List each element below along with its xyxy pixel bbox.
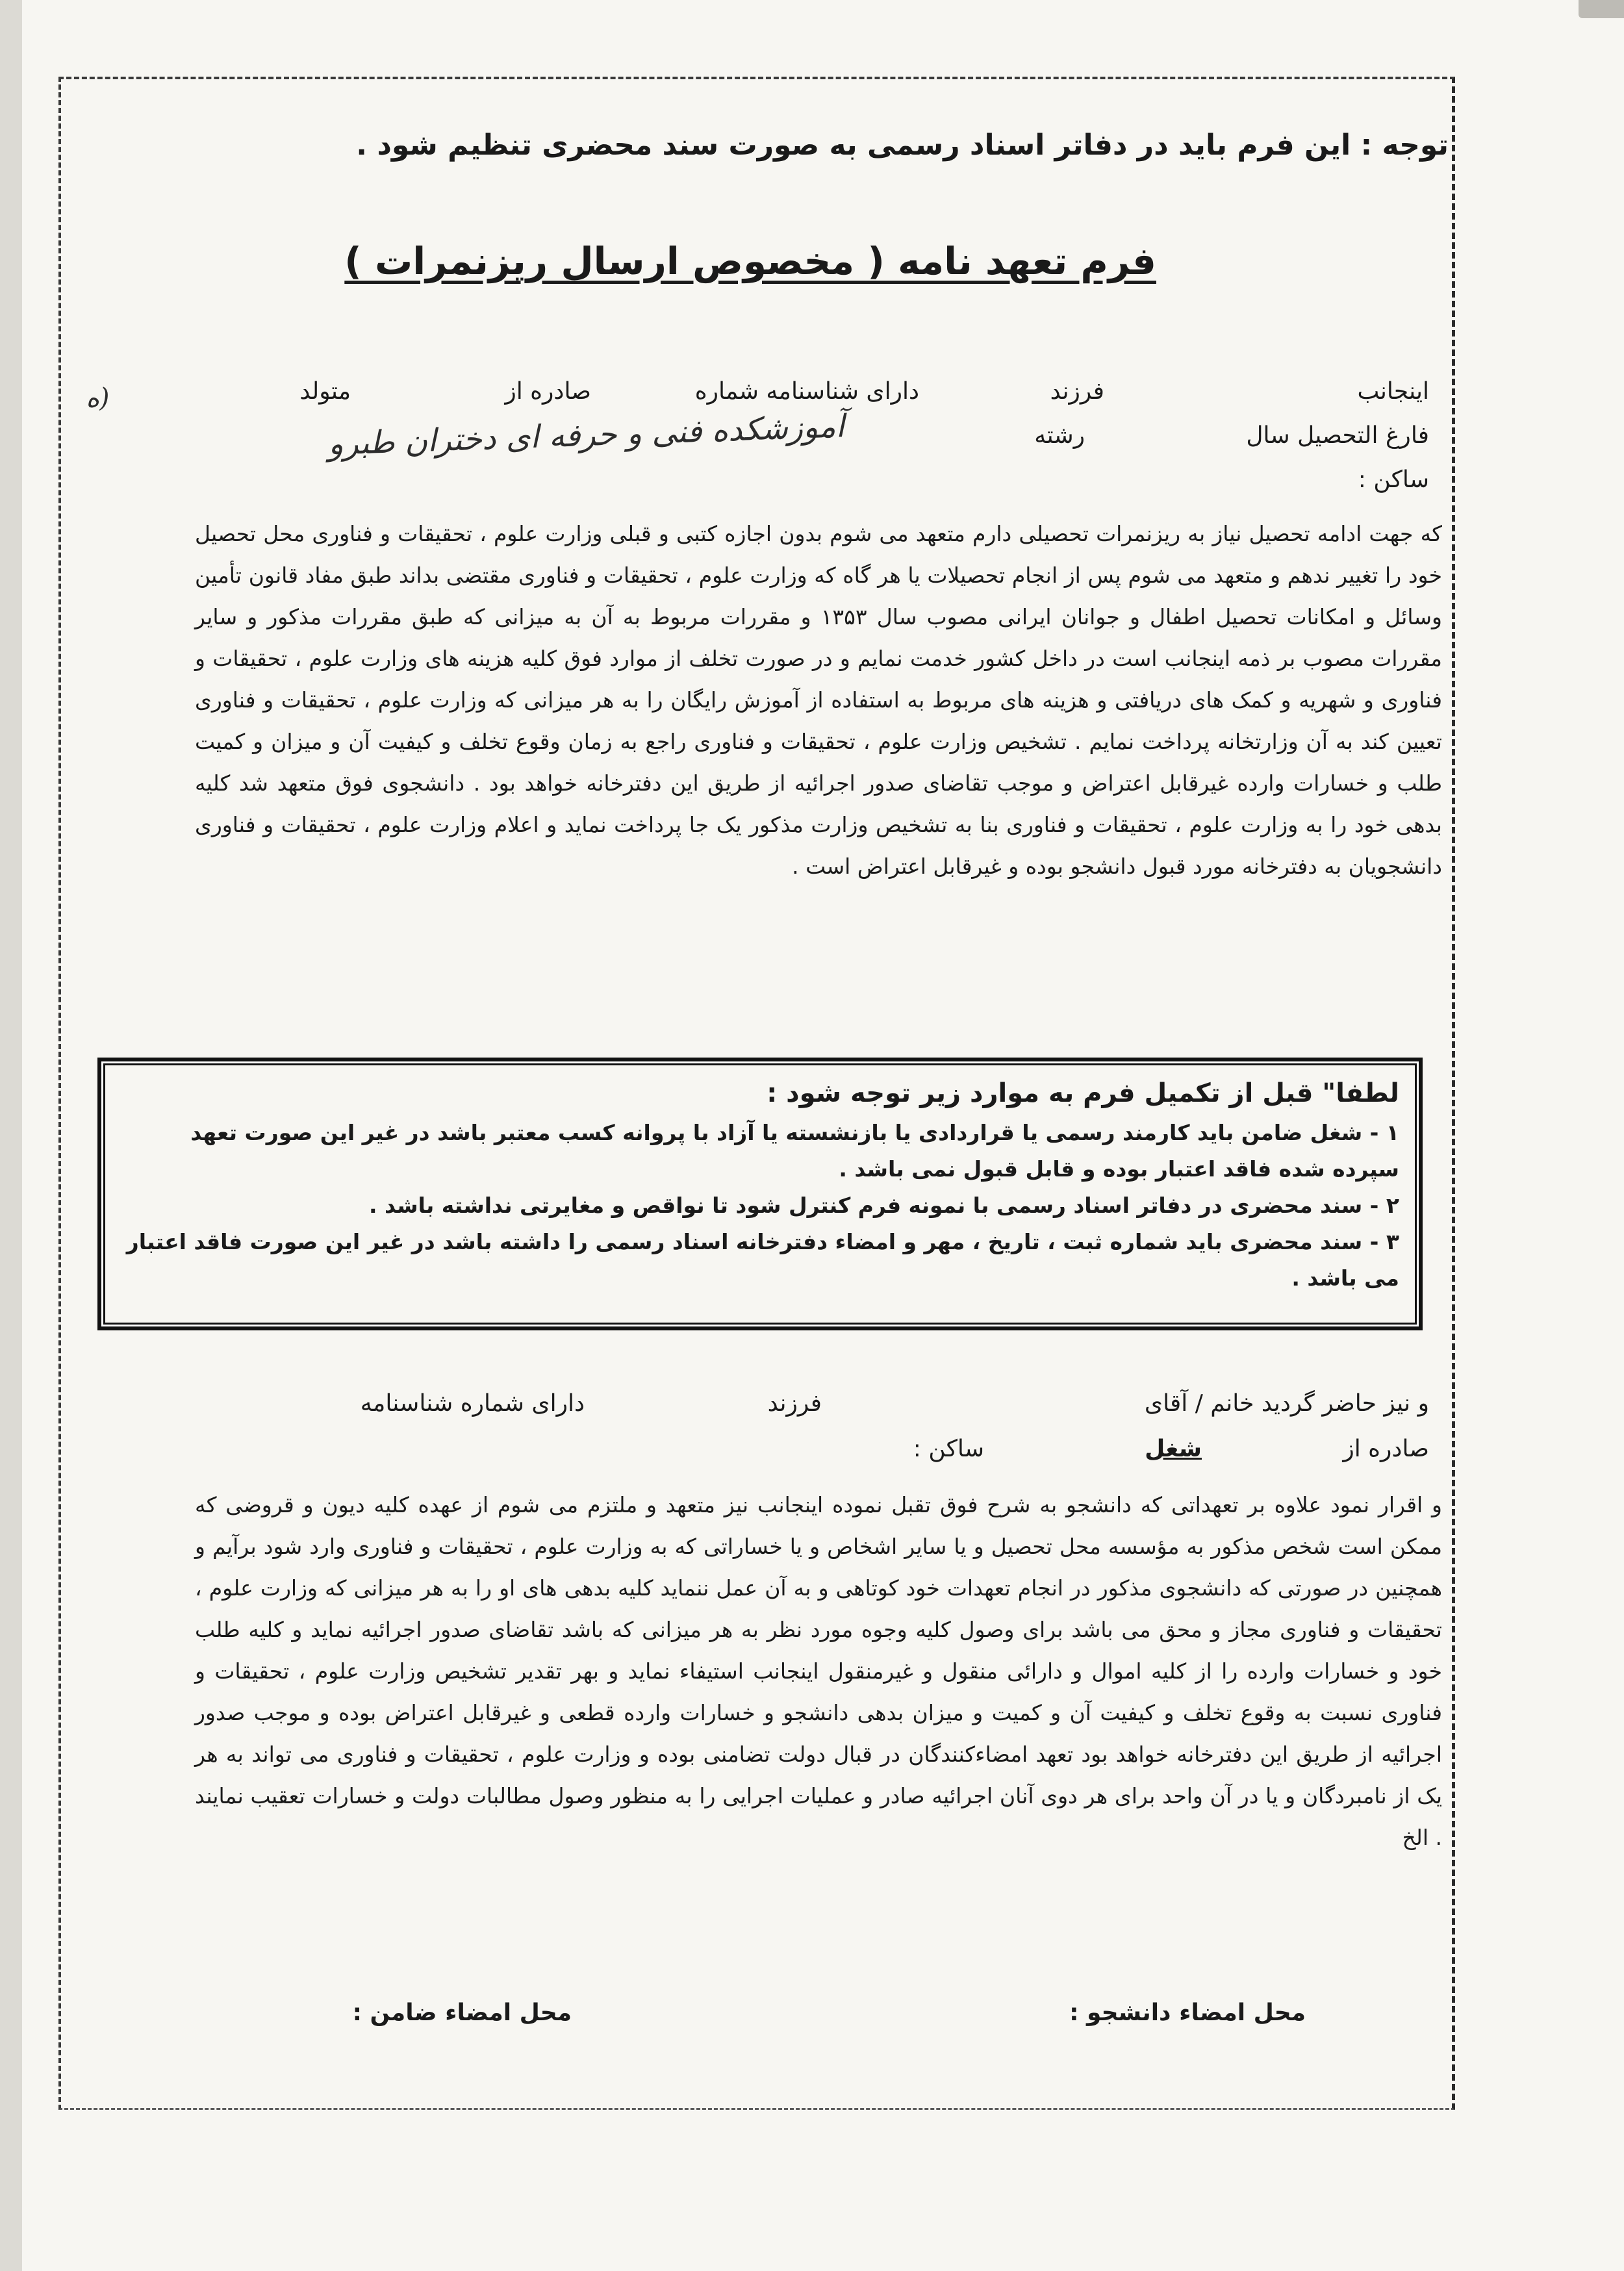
notice-heading: لطفا" قبل از تکمیل فرم به موارد زیر توجه شود : xyxy=(767,1078,1399,1108)
label-guarantor-resident: ساکن : xyxy=(913,1436,984,1462)
notice-item-2: ۲ - سند محضری در دفاتر اسناد رسمی با نمونه فرم کنترل شود تا نواقص و مغایرتی نداشته باشد . xyxy=(368,1193,1399,1218)
label-resident: ساکن : xyxy=(1358,466,1429,493)
label-issued: صادره از xyxy=(505,378,591,405)
notice-item-3: ۳ - سند محضری باید شماره ثبت ، تاریخ ، مهر و امضاء دفترخانه اسناد رسمی را داشته باشد در غیر این صورت فاقد اعتبار می باشد . xyxy=(126,1229,1399,1291)
label-guarantor-present: و نیز حاضر گردید خانم / آقای xyxy=(1144,1390,1429,1417)
scan-edge xyxy=(0,0,22,2271)
handwritten-school: آموزشکده فنی و حرفه ای دختران طبرو xyxy=(327,408,845,463)
label-inside: اینجانب xyxy=(1357,378,1429,405)
notice-box xyxy=(97,1058,1423,1330)
label-id-holder: دارای شناسنامه شماره xyxy=(694,378,919,405)
label-major: رشته xyxy=(1034,422,1085,449)
student-signature-label: محل امضاء دانشجو : xyxy=(1069,1999,1306,2026)
form-title: فرم تعهد نامه ( مخصوص ارسال ریزنمرات ) xyxy=(344,239,1156,283)
staple-mark xyxy=(1579,0,1624,18)
guarantor-signature-label: محل امضاء ضامن : xyxy=(352,1999,572,2026)
guarantor-paragraph: و اقرار نمود علاوه بر تعهداتی که دانشجو به شرح فوق تقبل نموده اینجانب نیز متعهد و ملتزم می شوم از عهده کلیه دیون و قروضی که ممکن است شخص مذکور به مؤسسه محل تحصیل و یا سایر اشخاص و یا خساراتی که به وزارت علوم ، تحقیقات و فناوری وارد شود برآیم و همچنین در صورتی که دانشجوی مذکور در انجام تعهدات خود کوتاهی و به آن عمل ننماید کلیه بدهی های او را به هر میزانی که وزارت علوم ، تحقیقات و فناوری مجاز و محق می باشد برای وصول کلیه وجوه مورد نظر به هر میزانی که باشد تقاضای صدور اجرائیه نماید و کلیه طلب خود و خسارات وارده را از کلیه اموال و دارائی منقول و غیرمنقول اینجانب استیفاء نماید و بهر تقدیر تشخیص وزارت علوم ، تحقیقات و فناوری نسبت به وقوع تخلف و کیفیت آن و کمیت و میزان بدهی دانشجو و خسارات وارده قطعی و غیرقابل اعتراض بوده و موجب صدور اجرائیه از طریق این دفترخانه خواهد بود تعهد امضاءکنندگان در قبال دولت تضامنی بوده و وزارت علوم ، تحقیقات و فناوری می تواند به هر یک از نامبردگان و یا در آن واحد برای هر دوی آنان اجرائیه صادر و عملیات اجرایی را به منظور وصول مطالبات دولت و خسارات تعقیب نمایند . الخ xyxy=(195,1492,1442,1850)
handwritten-mark: (ه xyxy=(85,383,110,414)
label-guarantor-id: دارای شماره شناسنامه xyxy=(360,1390,585,1417)
label-graduate: فارغ التحصیل سال xyxy=(1246,422,1429,449)
label-guarantor-child: فرزند xyxy=(767,1390,822,1417)
label-guarantor-issued: صادره از xyxy=(1343,1436,1429,1462)
commitment-paragraph: که جهت ادامه تحصیل نیاز به ریزنمرات تحصیلی دارم متعهد می شوم بدون اجازه کتبی و قبلی وزارت علوم ، تحقیقات و فناوری محل تحصیل خود را تغییر ندهم و متعهد می شوم پس از انجام تحصیلات یا هر گاه که وزارت علوم ، تحقیقات و فناوری مقتضی بداند طبق مفاد قانون تأمین وسائل و امکانات تحصیل اطفال و جوانان ایرانی مصوب سال ۱۳۵۳ و مقررات مربوط به آن به میزانی که طبق مقررات مذکور و سایر مقررات مصوب بر ذمه اینجانب است در داخل کشور خدمت نمایم و در صورت تخلف از موارد فوق کلیه هزینه های وزارت علوم ، تحقیقات و فناوری و شهریه و کمک های دریافتی و هزینه های مربوط به استفاده از آموزش رایگان را به هر میزانی که وزارت علوم ، تحقیقات و فناوری تعیین کند به آن وزارتخانه پرداخت نمایم . تشخیص وزارت علوم ، تحقیقات و فناوری راجع به زمان وقوع تخلف و کیفیت آن و میزان و کمیت طلب و خسارات وارده غیرقابل اعتراض و موجب تقاضای صدور اجرائیه از طریق این دفترخانه خواهد بود . دانشجوی فوق متعهد شد کلیه بدهی خود را به وزارت علوم ، تحقیقات و فناوری بنا به تشخیص وزارت مذکور یک جا پرداخت نماید و اعلام وزارت علوم ، تحقیقات و فناوری دانشجویان به دفترخانه مورد قبول دانشجو بوده و غیرقابل اعتراض است . xyxy=(195,521,1442,879)
notice-item-1: ۱ - شغل ضامن باید کارمند رسمی یا قراردادی یا بازنشسته یا آزاد با پروانه کسب معتبر باشد در غیر این صورت تعهد سپرده شده فاقد اعتبار بوده و قابل قبول نمی باشد . xyxy=(190,1120,1399,1182)
label-child: فرزند xyxy=(1050,378,1104,405)
label-guarantor-job: شغل xyxy=(1145,1436,1202,1462)
label-born: متولد xyxy=(299,378,351,405)
attention-note: توجه : این فرم باید در دفاتر اسناد رسمی به صورت سند محضری تنظیم شود . xyxy=(356,129,1449,162)
